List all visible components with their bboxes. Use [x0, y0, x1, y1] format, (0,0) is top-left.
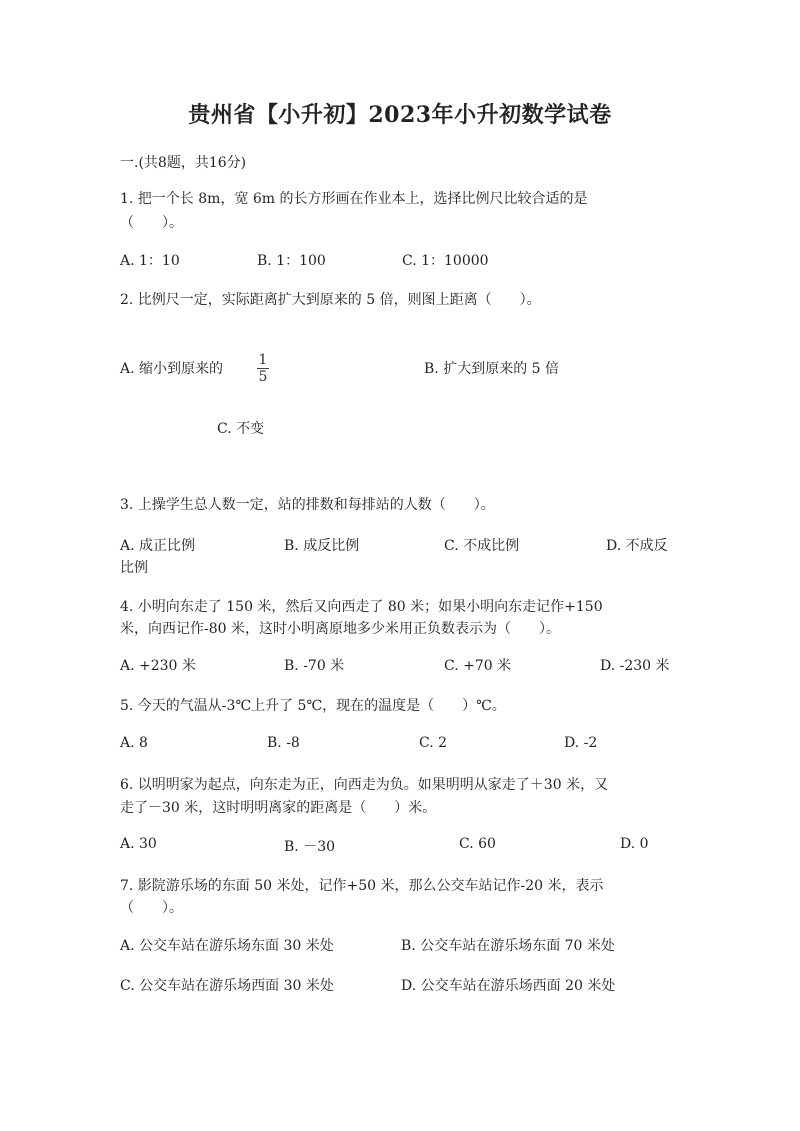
question-2-option-a[interactable]: A. 缩小到原来的: [120, 361, 224, 377]
question-6-option-a[interactable]: A. 30: [120, 836, 157, 852]
question-4-line-2: 米，向西记作-80 米，这时小明离原地多少米用正负数表示为（ ）。: [120, 621, 560, 637]
question-1-option-b[interactable]: B. 1：100: [257, 253, 326, 269]
question-6-line-1: 6. 以明明家为起点，向东走为正，向西走为负。如果明明从家走了＋30 米，又: [120, 777, 609, 793]
question-5-option-b[interactable]: B. -8: [267, 735, 300, 751]
question-3-option-b[interactable]: B. 成反比例: [284, 538, 360, 554]
fraction-one-fifth: [256, 352, 270, 385]
question-5-option-c[interactable]: C. 2: [419, 735, 448, 751]
question-3-option-c[interactable]: C. 不成比例: [444, 538, 520, 554]
question-6-option-c[interactable]: C. 60: [459, 836, 496, 852]
question-7-option-a[interactable]: A. 公交车站在游乐场东面 30 米处: [120, 938, 334, 954]
question-4-option-a[interactable]: A. +230 米: [120, 658, 196, 674]
question-2-option-c[interactable]: C. 不变: [217, 421, 265, 437]
question-1-option-c[interactable]: C. 1：10000: [402, 253, 489, 269]
question-5-line-1: 5. 今天的气温从-3℃上升了 5℃，现在的温度是（ ）℃。: [120, 698, 506, 714]
question-6-line-2: 走了－30 米，这时明明离家的距离是（ ）米。: [120, 800, 437, 816]
question-6-option-b[interactable]: B. －30: [284, 839, 336, 855]
question-7-line-2: （ ）。: [120, 900, 183, 916]
question-3-option-d-wrap: 比例: [120, 560, 148, 576]
fraction-numerator: 1: [258, 352, 268, 368]
question-3-line-1: 3. 上操学生总人数一定，站的排数和每排站的人数（ ）。: [120, 497, 495, 513]
question-6-option-d[interactable]: D. 0: [620, 836, 649, 852]
question-7-line-1: 7. 影院游乐场的东面 50 米处，记作+50 米，那么公交车站记作-20 米，表示: [120, 878, 604, 894]
question-4-option-c[interactable]: C. +70 米: [444, 658, 512, 674]
question-2-line-1: 2. 比例尺一定，实际距离扩大到原来的 5 倍，则图上距离（ ）。: [120, 292, 541, 308]
section-heading: 一.(共8题，共16分): [120, 155, 247, 171]
question-4-option-b[interactable]: B. -70 米: [284, 658, 345, 674]
question-1-option-a[interactable]: A. 1：10: [120, 253, 180, 269]
question-2-option-b[interactable]: B. 扩大到原来的 5 倍: [424, 361, 559, 377]
question-1-line-1: 1. 把一个长 8m，宽 6m 的长方形画在作业本上，选择比例尺比较合适的是: [120, 191, 588, 207]
question-1-line-2: （ ）。: [120, 215, 183, 231]
question-3-option-a[interactable]: A. 成正比例: [120, 538, 196, 554]
question-7-option-c[interactable]: C. 公交车站在游乐场西面 30 米处: [120, 978, 334, 994]
page-title: 贵州省【小升初】2023年小升初数学试卷: [188, 102, 612, 128]
question-7-option-d[interactable]: D. 公交车站在游乐场西面 20 米处: [401, 978, 616, 994]
question-4-option-d[interactable]: D. -230 米: [600, 658, 670, 674]
question-3-option-d[interactable]: D. 不成反: [606, 538, 668, 554]
fraction-denominator: 5: [258, 369, 268, 385]
question-4-line-1: 4. 小明向东走了 150 米，然后又向西走了 80 米；如果小明向东走记作+150: [120, 599, 603, 615]
question-5-option-d[interactable]: D. -2: [564, 735, 598, 751]
question-7-option-b[interactable]: B. 公交车站在游乐场东面 70 米处: [401, 938, 615, 954]
question-5-option-a[interactable]: A. 8: [120, 735, 148, 751]
